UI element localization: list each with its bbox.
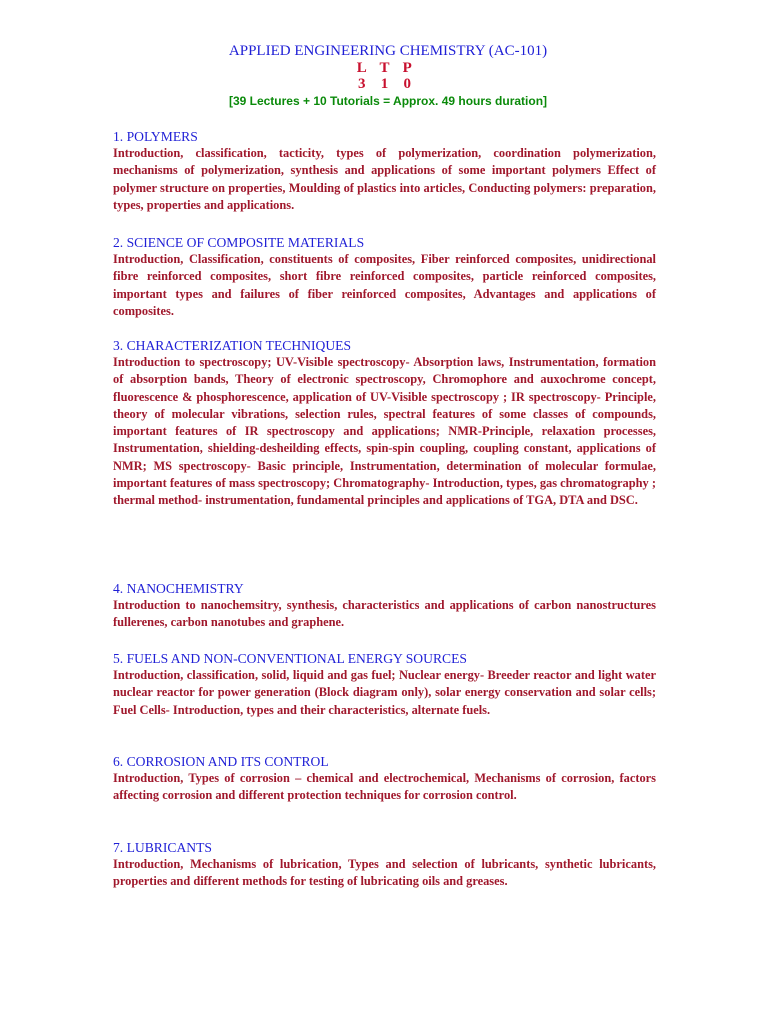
ltp-header-t: T (379, 60, 391, 76)
duration-note: [39 Lectures + 10 Tutorials = Approx. 49 hours duration] (228, 94, 548, 108)
ltp-value-t: 1 (380, 76, 390, 92)
section-characterization-techniques (113, 337, 656, 510)
section-body: Introduction, Types of corrosion – chemical and electrochemical, Mechanisms of corrosion, factors affecting corrosion and different protection techniques for corrosion control. (113, 771, 656, 803)
section-body: Introduction, Classification, constituents of composites, Fiber reinforced composites, unidirectional fibre reinforced composites, short fibre reinforced composites, particle reinforced composites, important types and failures of fiber reinforced composites, Advantages and applications of composites. (113, 252, 656, 318)
section-composite-materials (113, 234, 656, 320)
section-heading: 5. FUELS AND NON-CONVENTIONAL ENERGY SOURCES (113, 651, 467, 666)
section-heading: 2. SCIENCE OF COMPOSITE MATERIALS (113, 235, 365, 250)
section-nanochemistry (113, 580, 656, 632)
section-corrosion-control (113, 753, 656, 805)
section-body: Introduction, classification, tacticity, types of polymerization, coordination polymerization, mechanisms of polymerization, synthesis and applications of some important polymers Effect of polymer structure on properties, Moulding of plastics into articles, Conducting polymers: preparation, types, properties and applications. (113, 146, 656, 212)
document-title: APPLIED ENGINEERING CHEMISTRY (AC-101) (228, 43, 548, 59)
ltp-header-l: L (356, 60, 368, 76)
ltp-value-p: 0 (403, 76, 412, 92)
section-heading: 6. CORROSION AND ITS CONTROL (113, 754, 329, 769)
section-body: Introduction, classification, solid, liquid and gas fuel; Nuclear energy- Breeder reactor and light water nuclear reactor for power generation (Block diagram only), solar energy conservation and solar cells; Fuel Cells- Introduction, types and their characteristics, alternate fuels. (113, 668, 656, 717)
section-fuels-energy-sources (113, 650, 656, 719)
ltp-header-row (0, 60, 768, 76)
section-body: Introduction to spectroscopy; UV-Visible spectroscopy- Absorption laws, Instrumentation, formation of absorption bands, Theory of electronic spectroscopy, Chromophore and auxochrome concept, fluorescence & phosphorescence, application of UV-Visible spectroscopy ; IR spectroscopy- Principle, theory of molecular vibrations, selection rules, spectral features of some classes of compounds, important features of IR spectroscopy and applications; NMR-Principle, relaxation processes, Instrumentation, shielding-desheilding effects, spin-spin coupling, coupling constant, applications of NMR; MS spectroscopy- Basic principle, Instrumentation, determination of molecular formulae, important features of mass spectroscopy; Chromatography- Introduction, types, gas chromatography ; thermal method- instrumentation, fundamental principles and applications of TGA, DTA and DSC. (113, 355, 656, 508)
section-heading: 7. LUBRICANTS (113, 840, 212, 855)
section-heading: 3. CHARACTERIZATION TECHNIQUES (113, 338, 352, 353)
ltp-header-p: P (402, 60, 413, 76)
document-header (0, 43, 768, 109)
ltp-values-row (0, 76, 768, 92)
section-body: Introduction to nanochemsitry, synthesis, characteristics and applications of carbon nanostructures fullerenes, carbon nanotubes and graphene. (113, 598, 656, 630)
section-body: Introduction, Mechanisms of lubrication, Types and selection of lubricants, synthetic lubricants, properties and different methods for testing of lubricating oils and greases. (113, 857, 656, 889)
ltp-value-l: 3 (358, 76, 367, 92)
section-polymers (113, 128, 656, 214)
section-heading: 4. NANOCHEMISTRY (113, 581, 244, 596)
section-heading: 1. POLYMERS (113, 129, 198, 144)
section-lubricants (113, 839, 656, 891)
